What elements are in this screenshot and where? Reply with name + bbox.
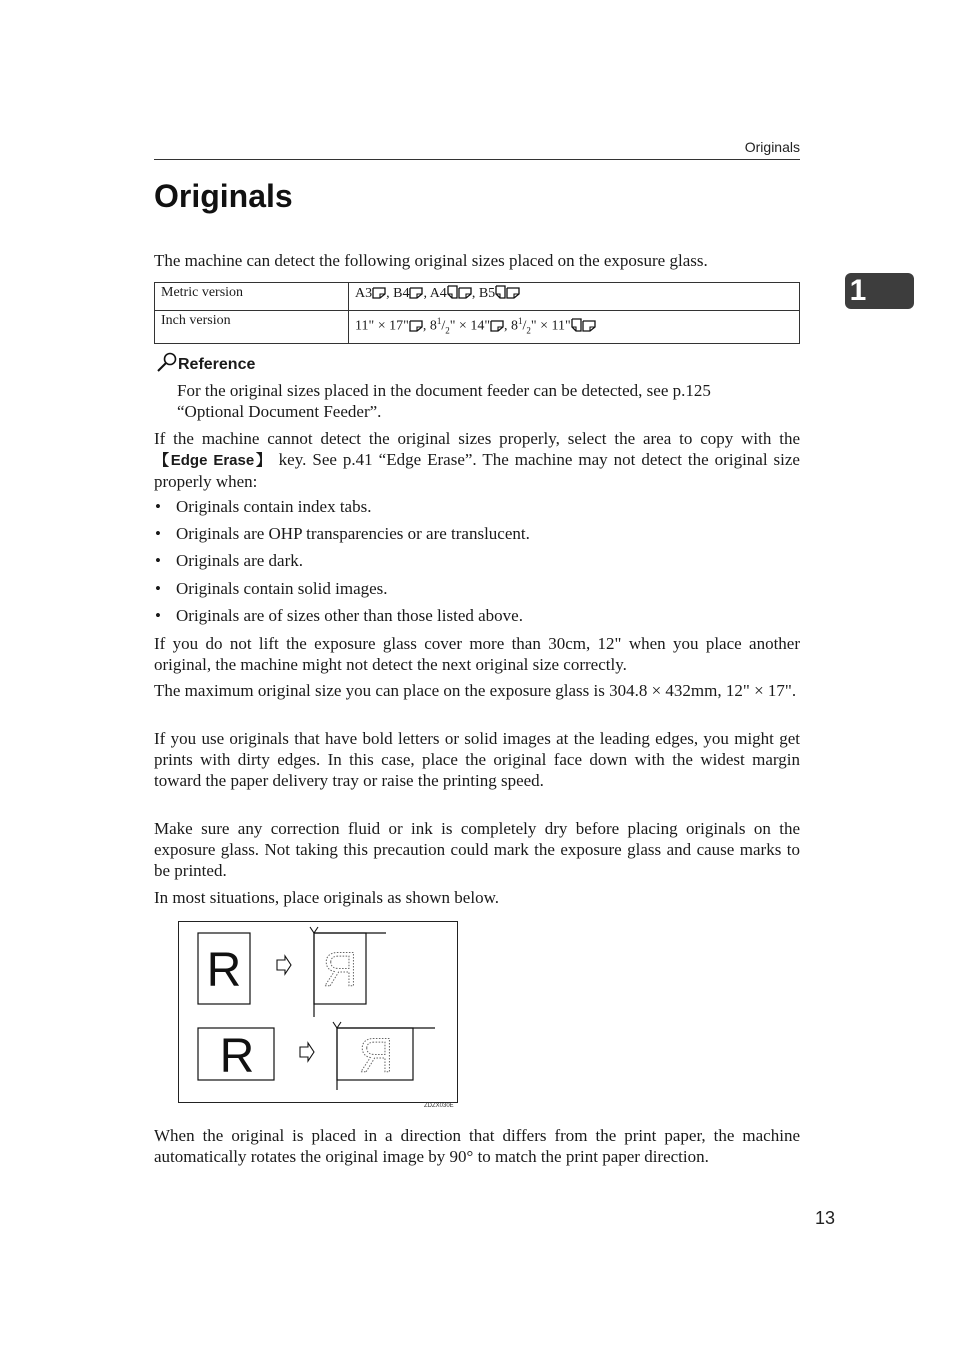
landscape-orientation-icon: [458, 287, 472, 299]
rotation-paragraph: When the original is placed in a direction that differs from the print paper, the machine automatically rotates the original image by 90° to match the print paper direction.: [154, 1126, 800, 1166]
arrow-right-icon: [277, 956, 291, 974]
chapter-number: 1: [849, 274, 867, 307]
size-11x17: 11" × 17": [355, 318, 409, 334]
list-item: • Originals are OHP transparencies or are translucent.: [154, 523, 800, 550]
size-legal-rest: " × 14": [449, 318, 491, 334]
page-title: Originals: [154, 178, 293, 214]
intro-paragraph: The machine can detect the following original sizes placed on the exposure glass.: [154, 251, 708, 270]
list-item: • Originals are of sizes other than those listed above.: [154, 605, 800, 632]
fraction-denominator: 2: [526, 325, 531, 336]
edge-erase-key: 【Edge Erase】: [154, 452, 273, 469]
placement-figure: [178, 921, 458, 1103]
fraction-slash: /: [441, 318, 446, 334]
placement-intro-paragraph: In most situations, place originals as shown below.: [154, 888, 499, 907]
chapter-tab: [845, 273, 914, 309]
inch-label: Inch version: [155, 311, 349, 344]
list-item: • Originals contain index tabs.: [154, 496, 800, 523]
figure-code: ZDZX030E: [424, 1103, 454, 1109]
detect-paragraph: [154, 428, 800, 492]
landscape-orientation-icon: [582, 320, 596, 332]
placement-diagram: [179, 922, 457, 1102]
bold-letters-paragraph: If you use originals that have bold letters or solid images at the leading edges, you might get prints with dirty edges. In this case, place the original face down with the widest margin toward the paper delivery tray or raise the printing speed.: [154, 729, 800, 790]
metric-label: Metric version: [155, 283, 349, 311]
list-item: • Originals are dark.: [154, 550, 800, 577]
mirrored-letter: R: [322, 944, 358, 997]
size-b5: , B5: [471, 286, 496, 301]
header-rule: [154, 159, 800, 160]
detection-conditions-list: [154, 496, 800, 632]
correction-fluid-paragraph: Make sure any correction fluid or ink is completely dry before placing originals on the exposure glass. Not taking this precaution could mark the exposure glass and cause marks to be printed.: [154, 819, 800, 880]
landscape-orientation-icon: [372, 287, 386, 299]
inch-row: [155, 311, 800, 344]
corner-marker-icon: [310, 927, 318, 933]
page-number: 13: [815, 1208, 836, 1228]
size-letter-rest: " × 11": [530, 318, 571, 334]
portrait-orientation-icon: [447, 285, 458, 299]
fraction-denominator: 2: [445, 325, 450, 336]
original-letter: R: [206, 944, 242, 997]
fraction-numerator: 1: [436, 316, 442, 326]
metric-row: [155, 283, 800, 311]
reference-heading: [156, 352, 255, 374]
reference-text: [177, 380, 800, 422]
mirrored-letter: R: [358, 1030, 394, 1083]
fraction-slash: /: [522, 318, 527, 334]
landscape-orientation-icon: [409, 320, 423, 332]
size-table: [154, 282, 800, 344]
inch-sizes: [349, 311, 800, 344]
list-item: • Originals contain solid images.: [154, 578, 800, 605]
portrait-orientation-icon: [571, 318, 582, 332]
magnifier-icon: [156, 352, 178, 372]
original-letter: R: [219, 1030, 255, 1083]
reference-label: Reference: [178, 356, 256, 373]
arrow-right-icon: [300, 1043, 314, 1061]
reference-line-1: For the original sizes placed in the document feeder can be detected, see p.125: [177, 381, 711, 400]
portrait-orientation-icon: [495, 285, 506, 299]
landscape-orientation-icon: [506, 287, 520, 299]
detect-text-before: If the machine cannot detect the original sizes properly, select the area to copy with the: [154, 429, 800, 448]
corner-marker-icon: [333, 1022, 341, 1028]
fraction-numerator: 1: [518, 316, 523, 326]
reference-line-2: “Optional Document Feeder”.: [177, 402, 382, 421]
metric-sizes: [349, 283, 800, 311]
size-a4: , A4: [423, 286, 447, 301]
landscape-orientation-icon: [490, 320, 504, 332]
running-header: Originals: [744, 139, 800, 155]
size-letter-whole: , 8: [504, 318, 519, 334]
lift-cover-paragraph: If you do not lift the exposure glass cover more than 30cm, 12" when you place another original, the machine might not detect the next original size correctly.: [154, 634, 800, 674]
landscape-orientation-icon: [409, 287, 423, 299]
size-legal-whole: , 8: [422, 318, 437, 334]
size-a3: A3: [355, 286, 373, 301]
detect-text-after: key. See p.41 “Edge Erase”. The machine may not detect the original size properly when:: [154, 450, 800, 491]
size-b4: , B4: [386, 286, 410, 301]
max-size-paragraph: The maximum original size you can place on the exposure glass is 304.8 × 432mm, 12" × 17".: [154, 681, 797, 700]
